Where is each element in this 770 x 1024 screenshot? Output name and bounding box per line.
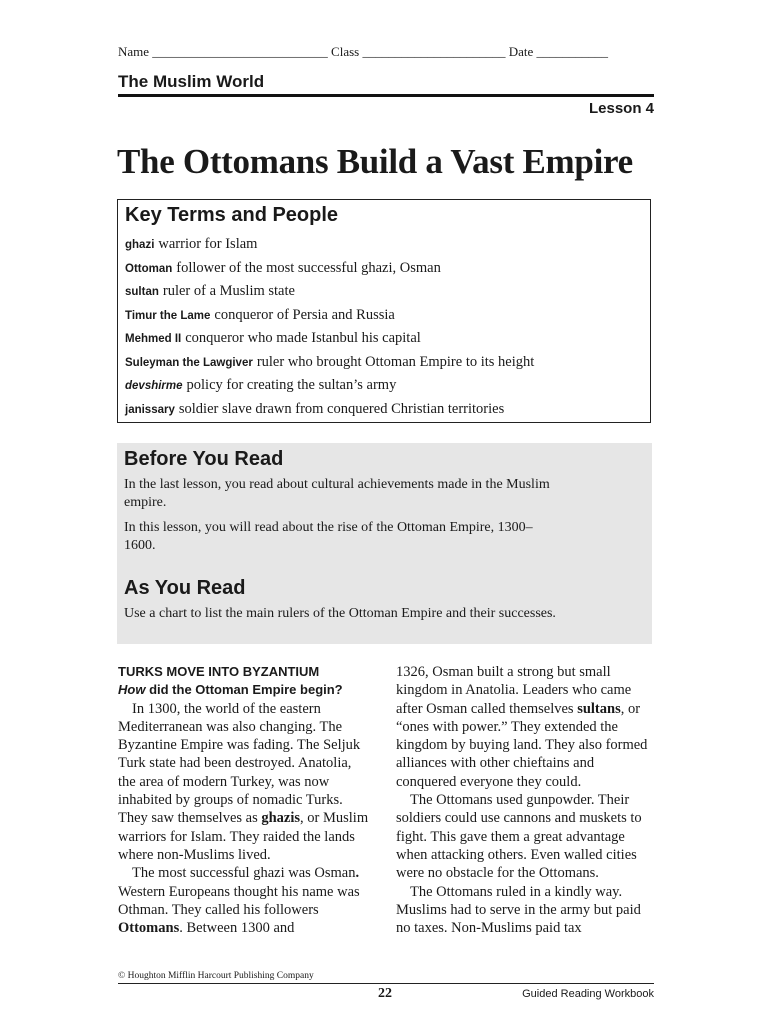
body-paragraph: The Ottomans ruled in a kindly way. Muslims had to serve in the army but paid no taxes. Non-Muslims paid tax [396, 883, 641, 937]
key-term-definition: policy for creating the sultan’s army [186, 377, 397, 393]
body-text: , or Muslim warriors for Islam. They raided the lands where non-Muslims lived. [118, 810, 369, 863]
key-term-item [125, 260, 534, 284]
key-term: sultan [125, 286, 159, 298]
key-terms-list [125, 236, 534, 424]
class-line: ______________________ [362, 44, 506, 59]
key-term: ghazi [125, 239, 155, 251]
before-you-read-paragraph-2: In this lesson, you will read about the rise of the Ottoman Empire, 1300–1600. [124, 520, 533, 553]
key-term-definition: conqueror of Persia and Russia [214, 306, 395, 323]
key-term: Suleyman the Lawgiver [125, 356, 253, 369]
key-term-item [125, 401, 534, 425]
class-label: Class [331, 44, 360, 59]
date-label: Date [508, 44, 534, 59]
key-term: Ottoman [125, 262, 173, 275]
before-you-read-heading: Before You Read [124, 448, 284, 470]
key-term-item [125, 377, 534, 401]
date-line: ___________ [536, 44, 609, 59]
footer-rule [118, 983, 654, 984]
body-paragraph: The Ottomans used gunpowder. Their soldiers could use cannons and muskets to fight. This gave them a great advantage when attacking others. Even walled cities were no obstacle for the Ottomans. [396, 792, 642, 882]
key-term-item [125, 330, 534, 354]
copyright-notice: © Houghton Mifflin Harcourt Publishing Company [118, 971, 314, 981]
key-term: janissary [125, 403, 175, 416]
key-term-definition: ruler of a Muslim state [162, 283, 295, 299]
key-terms-heading: Key Terms and People [125, 204, 339, 226]
key-terms-box [117, 199, 651, 423]
body-text: . Between 1300 and [179, 920, 295, 937]
question-how: How [118, 682, 146, 698]
lesson-number: Lesson 4 [588, 100, 654, 117]
key-term: Timur the Lame [125, 309, 211, 322]
key-term-definition: follower of the most successful ghazi, Osman [176, 259, 441, 276]
key-term-definition: conqueror who made Istanbul his capital [185, 330, 421, 346]
key-term: Mehmed II [125, 333, 182, 345]
text-column-left [118, 663, 370, 937]
body-paragraph [118, 700, 370, 865]
text-column-right [396, 663, 648, 937]
page-title: The Ottomans Build a Vast Empire [117, 142, 633, 181]
body-text: The most successful ghazi was Osman [132, 865, 356, 882]
body-paragraph [396, 663, 648, 791]
workbook-title: Guided Reading Workbook [522, 988, 654, 1000]
unit-title: The Muslim World [118, 72, 265, 91]
section-heading: TURKS MOVE INTO BYZANTIUM [118, 664, 320, 679]
as-you-read-paragraph: Use a chart to list the main rulers of the Ottoman Empire and their successes. [124, 606, 556, 621]
body-text: Western Europeans thought his name was Othman. They called his followers [118, 883, 360, 918]
key-term-item [125, 354, 534, 378]
bold-term-ottomans: Ottomans [118, 920, 180, 937]
body-paragraph [118, 864, 370, 937]
key-term: devshirme [125, 380, 183, 392]
guiding-question [118, 681, 370, 699]
header-rule [118, 94, 654, 97]
body-text: In 1300, the world of the eastern Mediterranean was also changing. The Byzantine Empire was fading. The Seljuk Turk state had been destroyed. Anatolia, the area of modern Turkey, was now inhabited by groups of nomadic Turks. They saw themselves as [118, 700, 361, 827]
key-term-definition: soldier slave drawn from conquered Christian territories [178, 400, 505, 417]
name-label: Name [118, 44, 150, 59]
before-you-read-paragraph-1: In the last lesson, you read about cultural achievements made in the Muslim empire. [124, 477, 550, 510]
name-line: ___________________________ [152, 44, 328, 59]
body-text: , or “ones with power.” They extended the kingdom by buying land. They also formed alliances with other chieftains and conquered everyone they could. [396, 700, 648, 790]
as-you-read-heading: As You Read [124, 577, 246, 599]
body-text: 1326, Osman built a strong but small kingdom in Anatolia. Leaders who came after Osman called themselves [396, 664, 632, 717]
name-class-date-row [118, 44, 653, 60]
key-term-item [125, 236, 534, 260]
question-rest: did the Ottoman Empire begin? [145, 682, 343, 698]
bold-term-sultans: sultans [577, 700, 621, 717]
page-number: 22 [378, 986, 392, 1001]
key-term-definition: warrior for Islam [158, 236, 258, 252]
key-term-item [125, 307, 534, 331]
reading-guide-box [117, 443, 652, 644]
bold-term-ghazis: ghazis [261, 810, 301, 827]
key-term-definition: ruler who brought Ottoman Empire to its height [256, 353, 535, 370]
bold-period: . [355, 865, 360, 882]
key-term-item [125, 283, 534, 307]
